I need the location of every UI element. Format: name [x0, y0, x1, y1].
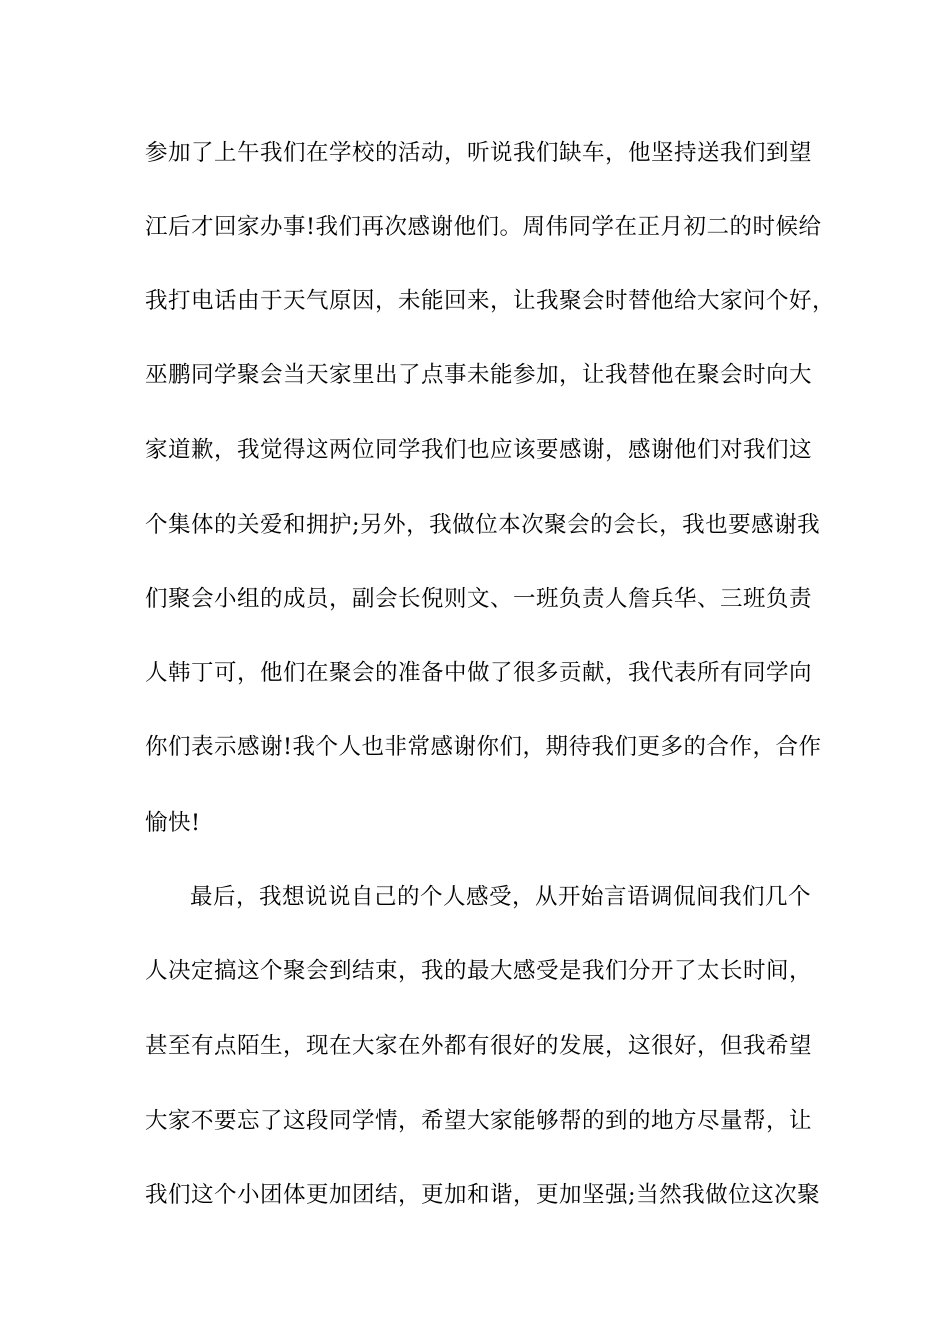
text-line: 江后才回家办事!我们再次感谢他们。周伟同学在正月初二的时候给	[145, 214, 822, 240]
text-line: 我打电话由于天气原因，未能回来，让我聚会时替他给大家问个好，	[145, 288, 836, 314]
paragraph-start-line: 最后，我想说说自己的个人感受，从开始言语调侃间我们几个	[190, 884, 812, 910]
text-line: 人韩丁可，他们在聚会的准备中做了很多贡献，我代表所有同学向	[145, 660, 813, 686]
text-line: 们聚会小组的成员，副会长倪则文、一班负责人詹兵华、三班负责	[145, 586, 813, 612]
text-line: 巫鹏同学聚会当天家里出了点事未能参加，让我替他在聚会时向大	[145, 362, 813, 388]
text-line: 参加了上午我们在学校的活动，听说我们缺车，他坚持送我们到望	[145, 140, 813, 166]
text-line: 愉快!	[145, 810, 201, 836]
text-line: 我们这个小团体更加团结，更加和谐，更加坚强;当然我做位这次聚	[145, 1182, 821, 1208]
text-line: 大家不要忘了这段同学情，希望大家能够帮的到的地方尽量帮，让	[145, 1108, 813, 1134]
text-line: 你们表示感谢!我个人也非常感谢你们，期待我们更多的合作，合作	[145, 734, 822, 760]
text-line: 甚至有点陌生，现在大家在外都有很好的发展，这很好，但我希望	[145, 1033, 813, 1059]
text-line: 人决定搞这个聚会到结束，我的最大感受是我们分开了太长时间，	[145, 958, 813, 984]
text-line: 家道歉，我觉得这两位同学我们也应该要感谢，感谢他们对我们这	[145, 437, 813, 463]
text-line: 个集体的关爱和拥护;另外，我做位本次聚会的会长，我也要感谢我	[145, 512, 821, 538]
